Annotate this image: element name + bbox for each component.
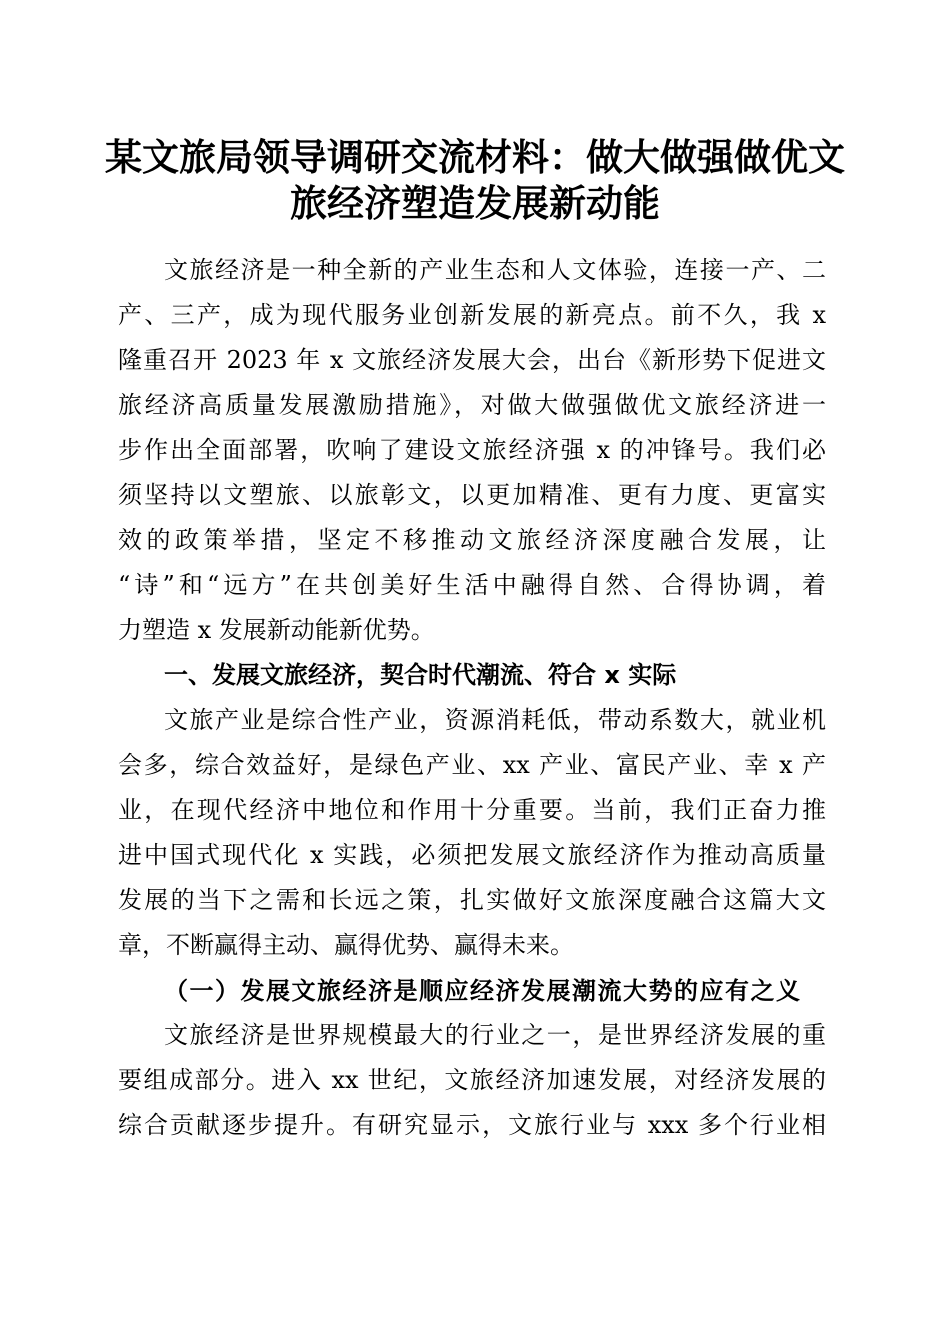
- text-line: 文旅经济是一种全新的产业生态和人文体验，连接一产、二: [164, 256, 826, 284]
- title-line-1: 某文旅局领导调研交流材料：做大做强做优文: [105, 135, 845, 179]
- text-line: 须坚持以文塑旅、以旅彰文，以更加精准、更有力度、更富实: [118, 481, 826, 509]
- subsection-heading-1: （一）发展文旅经济是顺应经济发展潮流大势的应有之义: [164, 976, 802, 1005]
- document-title: [100, 134, 850, 226]
- text-line: “诗”和“远方”在共创美好生活中融得自然、合得协调，着: [118, 571, 826, 599]
- text-line: 产、三产，成为现代服务业创新发展的新亮点。前不久，我 x: [118, 301, 826, 329]
- text-line: 步作出全面部署，吹响了建设文旅经济强 x 的冲锋号。我们必: [118, 436, 826, 464]
- text-line: 文旅经济是世界规模最大的行业之一，是世界经济发展的重: [164, 1021, 826, 1049]
- subsection-1-paragraph: [118, 1013, 826, 1148]
- text-line: 文旅产业是综合性产业，资源消耗低，带动系数大，就业机: [164, 706, 826, 734]
- intro-paragraph: [118, 248, 826, 653]
- text-line: 旅经济高质量发展激励措施》，对做大做强做优文旅经济进一: [118, 391, 826, 419]
- section-1-paragraph: [118, 698, 826, 968]
- text-line: 发展的当下之需和长远之策，扎实做好文旅深度融合这篇大文: [118, 886, 826, 914]
- text-line: 隆重召开 2023 年 x 文旅经济发展大会，出台《新形势下促进文: [118, 346, 826, 374]
- text-line: 业，在现代经济中地位和作用十分重要。当前，我们正奋力推: [118, 796, 826, 824]
- text-line: 章，不断赢得主动、赢得优势、赢得未来。: [118, 931, 574, 959]
- document-body: [118, 248, 826, 1148]
- text-line: 效的政策举措，坚定不移推动文旅经济深度融合发展，让: [118, 526, 826, 554]
- title-line-2: 旅经济塑造发展新动能: [290, 181, 660, 225]
- section-heading-1: 一、发展文旅经济，契合时代潮流、符合 x 实际: [164, 661, 677, 689]
- text-line: 综合贡献逐步提升。有研究显示，文旅行业与 xxx 多个行业相: [118, 1111, 826, 1139]
- text-line: 会多，综合效益好，是绿色产业、xx 产业、富民产业、幸 x 产: [118, 751, 826, 779]
- text-line: 要组成部分。进入 xx 世纪，文旅经济加速发展，对经济发展的: [118, 1066, 826, 1094]
- text-line: 进中国式现代化 x 实践，必须把发展文旅经济作为推动高质量: [118, 841, 826, 869]
- text-line: 力塑造 x 发展新动能新优势。: [118, 616, 435, 644]
